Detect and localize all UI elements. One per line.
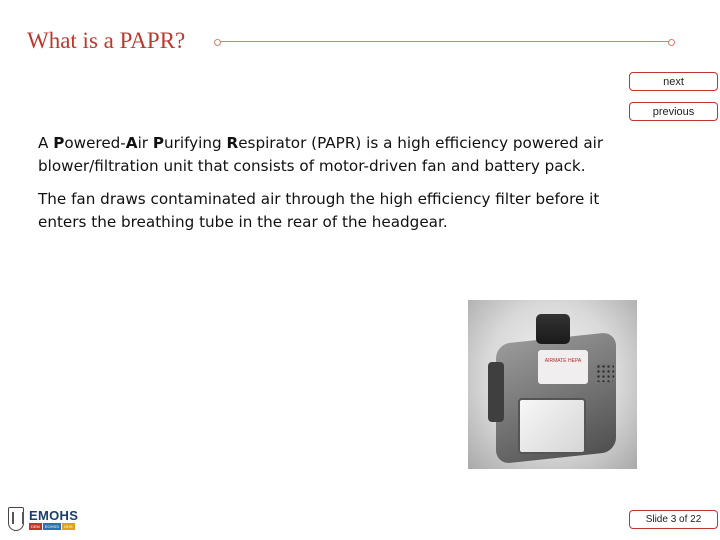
device-label: AIRMATE HEPA xyxy=(538,350,588,384)
device-filter-window xyxy=(518,398,586,454)
slide-title: What is a PAPR? xyxy=(27,28,186,53)
organization-logo xyxy=(8,505,78,533)
next-button[interactable]: next xyxy=(629,72,718,91)
papr-device-photo xyxy=(468,300,637,469)
device-grille xyxy=(596,364,614,382)
device-side-clip xyxy=(488,362,504,422)
title-divider xyxy=(217,41,672,42)
slide-counter: Slide 3 of 22 xyxy=(629,510,718,529)
shield-icon xyxy=(8,507,24,531)
definition-paragraph: A Powered-Air Purifying Respirator (PAPR) is a high efficiency powered air blower/filtration unit that consists of motor-driven fan and battery pack. xyxy=(38,134,604,175)
previous-button[interactable]: previous xyxy=(629,102,718,121)
logo-name: EMOHS xyxy=(29,507,79,523)
device-air-port xyxy=(536,314,570,344)
logo-tags: DEM EOHSS OHS xyxy=(31,523,73,529)
slide-body xyxy=(38,132,608,244)
function-paragraph: The fan draws contaminated air through the high efficiency filter before it enters the breathing tube in the rear of the headgear. xyxy=(38,190,600,231)
